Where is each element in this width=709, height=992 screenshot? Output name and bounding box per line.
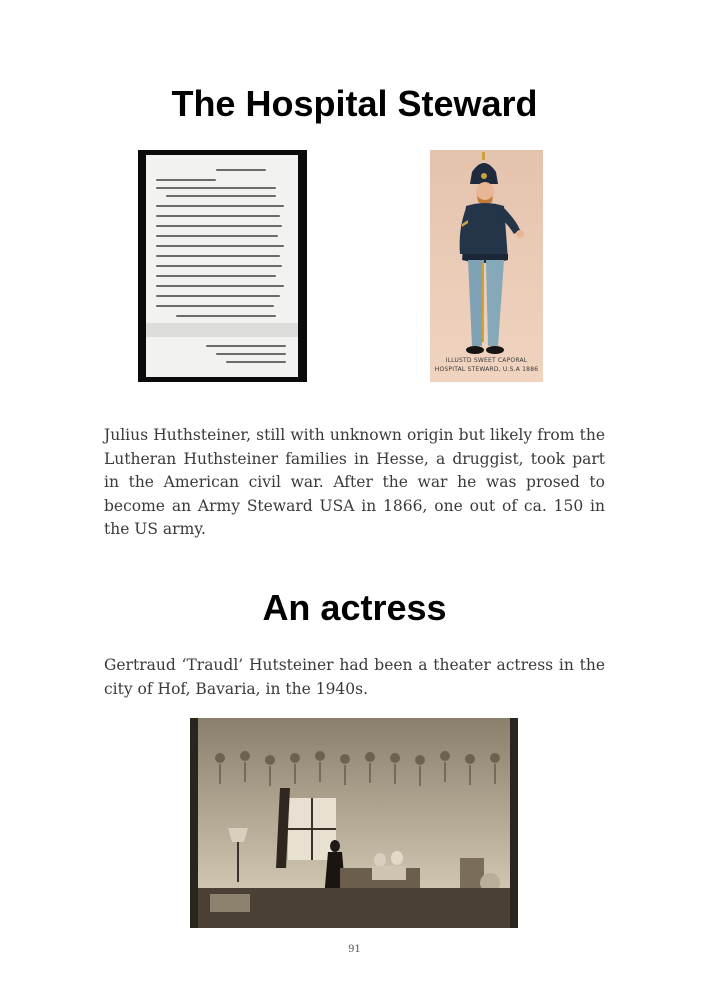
actress-paragraph: Gertraud ‘Traudl’ Hutsteiner had been a theater actress in the city of Hof, Bavaria, in the 1940s. — [104, 656, 605, 698]
section-heading-hospital-steward: The Hospital Steward — [171, 83, 538, 124]
section-heading-actress: An actress — [262, 587, 447, 628]
hospital-steward-paragraph: Julius Huthsteiner, still with unknown origin but likely from the Lutheran Huthsteiner families in Hesse, a druggist, took part in the American civil war. After the war he was prosed to become an Army Steward USA in 1866, one out of ca. 150 in the US army. — [104, 426, 605, 538]
handwritten-letter-image — [138, 150, 307, 382]
stage-scene — [190, 718, 518, 928]
letter-paper — [146, 155, 298, 377]
hospital-steward-card-image — [430, 150, 543, 382]
card-caption-line1: ILLUSTD SWEET CAPORAL — [445, 357, 528, 364]
theater-stage-photo — [190, 718, 518, 928]
card-caption — [430, 356, 543, 374]
card-caption-line2: HOSPITAL STEWARD, U.S.A 1886 — [434, 366, 539, 373]
soldier-illustration — [430, 150, 543, 382]
page-number: 91 — [348, 944, 361, 955]
